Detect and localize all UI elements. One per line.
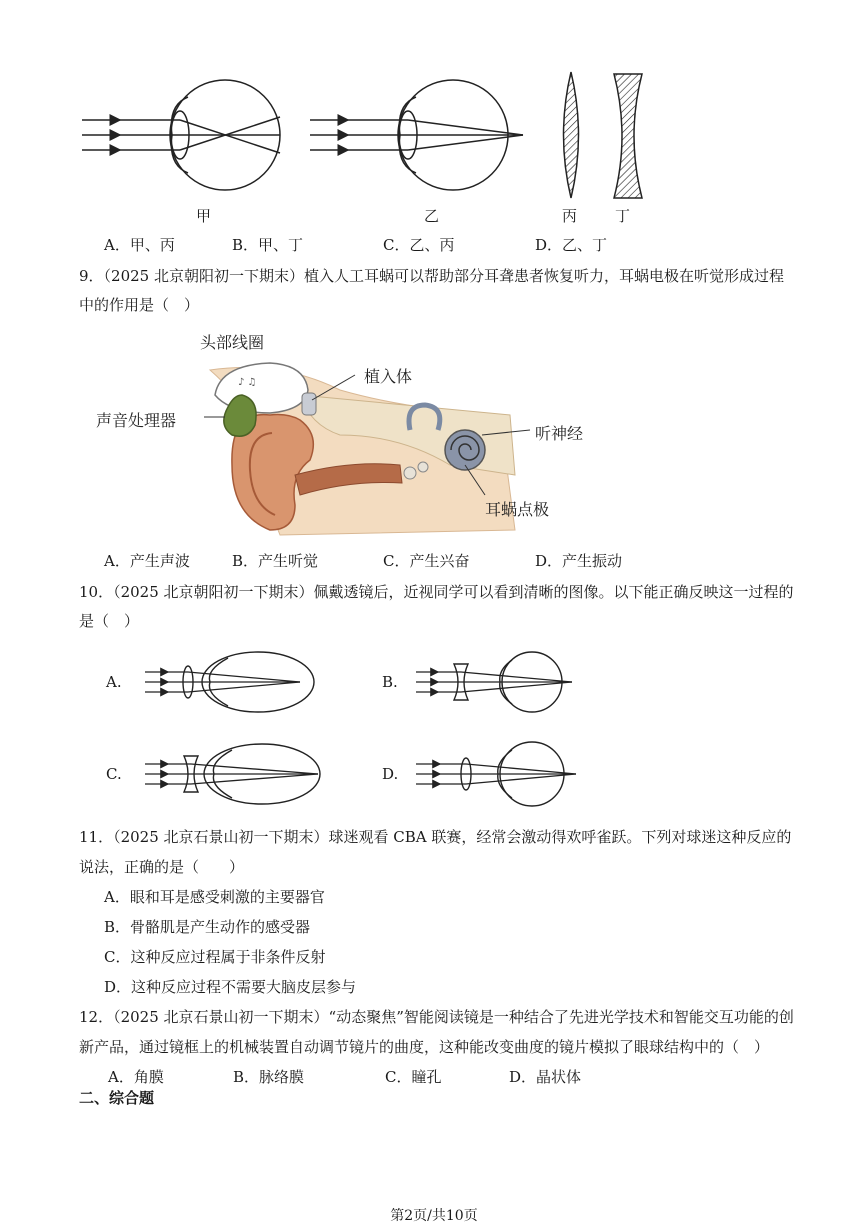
- q9-stem-line2: 中的作用是（ ）: [79, 296, 200, 314]
- q11-option-c[interactable]: C．这种反应过程属于非条件反射: [104, 948, 326, 966]
- q9-label-processor: 声音处理器: [96, 411, 177, 430]
- q11-option-d[interactable]: D．这种反应过程不需要大脑皮层参与: [104, 978, 357, 996]
- q12-option-c[interactable]: C．瞳孔: [385, 1068, 442, 1086]
- q8-option-d[interactable]: D．乙、丁: [535, 236, 608, 254]
- q10-option-d-label[interactable]: D.: [382, 765, 399, 783]
- q12-option-a[interactable]: A．角膜: [108, 1068, 164, 1086]
- q10-stem-line1: 10．（2025 北京朝阳初一下期末）佩戴透镜后，近视同学可以看到清晰的图像。以下能正确反映这一过程的: [79, 583, 794, 601]
- q12-option-d[interactable]: D．晶状体: [509, 1068, 582, 1086]
- svg-text:♪ ♫: ♪ ♫: [238, 377, 257, 388]
- q8-label-yi: 乙: [424, 207, 440, 225]
- q10-option-b-label[interactable]: B.: [382, 673, 398, 691]
- q8-option-a[interactable]: A．甲、丙: [104, 236, 175, 254]
- q10-option-a-label[interactable]: A.: [106, 673, 122, 691]
- q9-stem-line1: 9．（2025 北京朝阳初一下期末）植入人工耳蜗可以帮助部分耳聋患者恢复听力，耳蜗电极在听觉形成过程: [79, 267, 784, 285]
- q11-option-a[interactable]: A．眼和耳是感受刺激的主要器官: [104, 888, 325, 906]
- q9-option-b[interactable]: B．产生听觉: [232, 552, 319, 570]
- q8-label-bing: 丙: [562, 207, 578, 225]
- q9-option-c[interactable]: C．产生兴奋: [383, 552, 470, 570]
- q8-figure-ding-concave-lens: [612, 72, 644, 200]
- q8-option-c[interactable]: C．乙、丙: [383, 236, 455, 254]
- page-number: 第2页/共10页: [390, 1208, 478, 1224]
- q8-label-jia: 甲: [196, 207, 212, 225]
- q9-label-implant: 植入体: [364, 367, 413, 386]
- q10-option-b-diagram[interactable]: [412, 650, 582, 714]
- q12-stem-line1: 12．（2025 北京石景山初一下期末）“动态聚焦”智能阅读镜是一种结合了先进光学技术和智能交互功能的创: [79, 1008, 794, 1026]
- q9-label-head-coil: 头部线圈: [200, 333, 265, 352]
- q8-option-b[interactable]: B．甲、丁: [232, 236, 304, 254]
- q8-figure-yi: [308, 75, 528, 195]
- q11-stem-line1: 11．（2025 北京石景山初一下期末）球迷观看 CBA 联赛，经常会激动得欢呼雀跃。下列对球迷这种反应的: [79, 828, 792, 846]
- q11-option-b[interactable]: B．骨骼肌是产生动作的感受器: [104, 918, 311, 936]
- q9-label-nerve: 听神经: [535, 424, 584, 443]
- q11-stem-line2: 说法，正确的是（ ）: [79, 858, 245, 876]
- q8-figure-jia: [80, 75, 290, 195]
- section-heading: 二、综合题: [79, 1089, 155, 1107]
- q9-option-a[interactable]: A．产生声波: [104, 552, 190, 570]
- q10-option-c-label[interactable]: C.: [106, 765, 122, 783]
- q12-stem-line2: 新产品，通过镜框上的机械装置自动调节镜片的曲度，这种能改变曲度的镜片模拟了眼球结构中的（ ）: [79, 1038, 770, 1056]
- q8-label-ding: 丁: [615, 207, 631, 225]
- q10-option-d-diagram[interactable]: [412, 740, 582, 808]
- q9-ear-diagram: [120, 355, 540, 540]
- q9-label-electrode: 耳蜗点极: [485, 500, 550, 519]
- q10-option-a-diagram[interactable]: [140, 650, 320, 714]
- q8-figure-bing-convex-lens: [556, 70, 586, 200]
- q12-option-b[interactable]: B．脉络膜: [233, 1068, 305, 1086]
- q9-option-d[interactable]: D．产生振动: [535, 552, 623, 570]
- q10-option-c-diagram[interactable]: [140, 742, 325, 806]
- q10-stem-line2: 是（ ）: [79, 612, 140, 630]
